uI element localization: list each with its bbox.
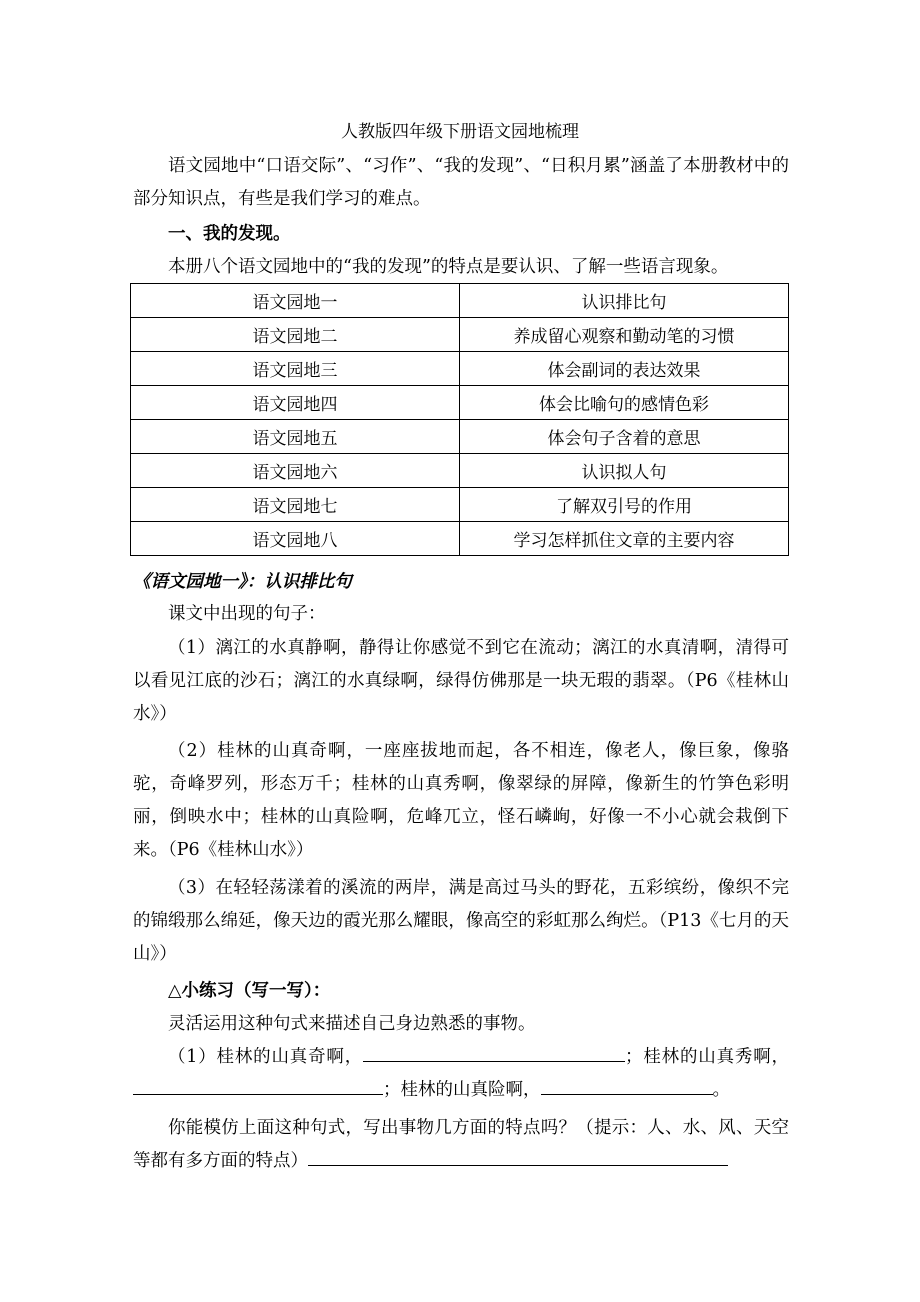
section-description: 本册八个语文园地中的“我的发现”的特点是要认识、了解一些语言现象。 xyxy=(168,257,729,277)
answer-blank-2[interactable] xyxy=(133,1074,383,1095)
table-cell-topic: 了解双引号的作用 xyxy=(460,488,789,522)
table-cell-topic: 体会比喻句的感情色彩 xyxy=(460,386,789,420)
answer-blank-3[interactable] xyxy=(541,1074,713,1095)
table-cell-topic: 认识排比句 xyxy=(460,284,789,318)
table-cell-topic: 体会副词的表达效果 xyxy=(460,352,789,386)
section-heading-discovery: 一、我的发现。 xyxy=(168,224,291,244)
answer-blank-1[interactable] xyxy=(363,1041,625,1062)
table-cell-unit: 语文园地一 xyxy=(131,284,460,318)
table-cell-unit: 语文园地六 xyxy=(131,454,460,488)
discovery-table xyxy=(130,283,789,556)
fill-in-end: 。 xyxy=(712,1080,730,1100)
example-sentence-3: （3）在轻轻荡漾着的溪流的两岸，满是高过马头的野花，五彩缤纷，像织不完的锦缎那么绵延，像天边的霞光那么耀眼，像高空的彩虹那么绚烂。（P13《七月的天山》） xyxy=(133,878,789,964)
answer-blank-4[interactable] xyxy=(308,1145,728,1166)
table-row xyxy=(131,284,789,318)
example-sentence-2: （2）桂林的山真奇啊，一座座拔地而起，各不相连，像老人，像巨象，像骆驼，奇峰罗列，形态万千；桂林的山真秀啊，像翠绿的屏障，像新生的竹笋色彩明丽，倒映水中；桂林的山真险啊，危峰兀立，怪石嶙峋，好像一不小心就会栽倒下来。（P6《桂林山水》） xyxy=(133,741,789,860)
table-cell-unit: 语文园地二 xyxy=(131,318,460,352)
table-row xyxy=(131,454,789,488)
document-title: 人教版四年级下册语文园地梳理 xyxy=(341,122,579,142)
table-cell-topic: 学习怎样抓住文章的主要内容 xyxy=(460,522,789,556)
garden1-heading: 《语文园地一》：认识排比句 xyxy=(133,572,352,592)
table-row xyxy=(131,522,789,556)
table-row xyxy=(131,420,789,454)
table-cell-unit: 语文园地八 xyxy=(131,522,460,556)
practice-heading: △小练习（写一写）： xyxy=(168,981,331,1001)
fill-in-prompt-1: （1）桂林的山真奇啊， xyxy=(168,1047,364,1067)
intro-paragraph: 语文园地中“口语交际”、“习作”、“我的发现”、“日积月累”涵盖了本册教材中的部分知识点，有些是我们学习的难点。 xyxy=(133,156,789,209)
table-cell-topic: 体会句子含着的意思 xyxy=(460,420,789,454)
table-cell-unit: 语文园地四 xyxy=(131,386,460,420)
table-row xyxy=(131,318,789,352)
table-row xyxy=(131,488,789,522)
table-row xyxy=(131,352,789,386)
table-cell-unit: 语文园地三 xyxy=(131,352,460,386)
practice-fill-in xyxy=(133,1041,789,1107)
question-text: 你能模仿上面这种句式，写出事物几方面的特点吗？（提示：人、水、风、天空等都有多方面的特点） xyxy=(133,1118,789,1171)
table-row xyxy=(131,386,789,420)
table-cell-unit: 语文园地五 xyxy=(131,420,460,454)
table-cell-topic: 认识拟人句 xyxy=(460,454,789,488)
table-cell-unit: 语文园地七 xyxy=(131,488,460,522)
example-sentence-1: （1）漓江的水真静啊，静得让你感觉不到它在流动；漓江的水真清啊，清得可以看见江底的沙石；漓江的水真绿啊，绿得仿佛那是一块无瑕的翡翠。（P6《桂林山水》） xyxy=(133,638,789,724)
fill-in-prompt-2: ；桂林的山真秀啊， xyxy=(625,1047,789,1067)
sentences-label: 课文中出现的句子： xyxy=(168,604,326,624)
table-cell-topic: 养成留心观察和勤动笔的习惯 xyxy=(460,318,789,352)
practice-question xyxy=(133,1112,789,1178)
fill-in-prompt-3: ；桂林的山真险啊， xyxy=(383,1080,541,1100)
practice-instruction: 灵活运用这种句式来描述自己身边熟悉的事物。 xyxy=(168,1014,536,1034)
